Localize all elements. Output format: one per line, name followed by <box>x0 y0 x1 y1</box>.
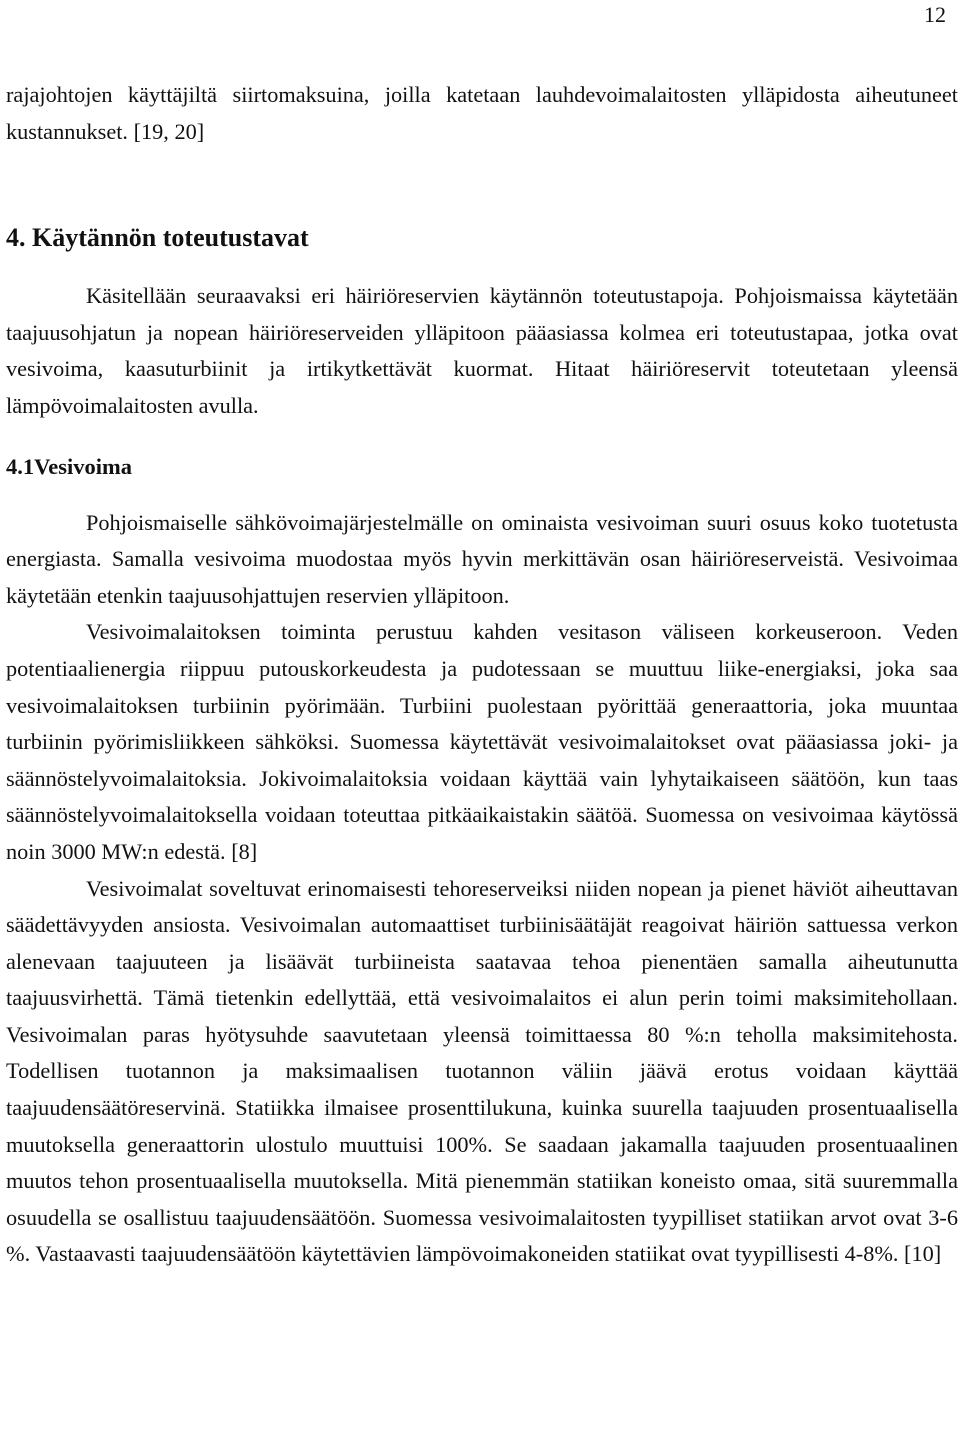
section-paragraph: Käsitellään seuraavaksi eri häiriöreservien käytännön toteutustapoja. Pohjoismaissa käytetään taajuusohjatun ja nopean häiriöreserveiden ylläpitoon pääasiassa kolmea eri toteutustapaa, jotka ovat vesivoima, kaasuturbiinit ja irtikytkettävät kuormat. Hitaat häiriöreservit toteutetaan yleensä lämpövoimalaitosten avulla. <box>6 283 958 418</box>
paragraph-hydropower-reserves: Vesivoimalat soveltuvat erinomaisesti tehoreserveiksi niiden nopean ja pienet häviöt aiheuttavan säädettävyyden ansiosta. Vesivoimalan automaattiset turbiinisäätäjät reagoivat häiriön sattuessa verkon alenevaan taajuuteen ja lisäävät turbiineista saatavaa tehoa pienentäen samalla aiheutunutta taajuusvirhettä. Tämä tietenkin edellyttää, että vesivoimalaitos ei alun perin toimi maksimitehollaan. Vesivoimalan paras hyötysuhde saavutetaan yleensä toimittaessa 80 %:n teholla maksimitehosta. Todellisen tuotannon ja maksimaalisen tuotannon väliin jäävä erotus voidaan käyttää taajuudensäätöreservinä. Statiikka ilmaisee prosenttilukuna, kuinka suurella taajuuden prosentuaalisella muutoksella generaattorin ulostulo muuttuisi 100%. Se saadaan jakamalla taajuuden prosentuaalinen muutos tehon prosentuaalisella muutoksella. Mitä pienemmän statiikan koneisto omaa, sitä suuremmalla osuudella se osallistuu taajuudensäätöön. Suomessa vesivoimalaitosten tyypilliset statiikan arvot ovat 3-6 %. Vastaavasti taajuudensäätöön käytettävien lämpövoimakoneiden statiikat ovat tyypillisesti 4-8%. [10] <box>6 875 958 1267</box>
page-number: 12 <box>924 2 946 27</box>
page-content <box>6 77 958 1273</box>
subsection-heading: 4.1Vesivoima <box>6 453 133 479</box>
section-heading: 4. Käytännön toteutustavat <box>6 223 309 253</box>
paragraph-hydropower-share: Pohjoismaiselle sähkövoimajärjestelmälle on ominaista vesivoiman suuri osuus koko tuotetusta energiasta. Samalla vesivoima muodostaa myös hyvin merkittävän osan häiriöreserveistä. Vesivoimaa käytetään etenkin taajuusohjattujen reservien ylläpitoon. <box>6 509 958 608</box>
paragraph-hydropower-operation: Vesivoimalaitoksen toiminta perustuu kahden vesitason väliseen korkeuseroon. Veden potentiaalienergia riippuu putouskorkeudesta ja pudotessaan se muuttuu liike-energiaksi, joka saa vesivoimalaitoksen turbiinin pyörimään. Turbiini puolestaan pyörittää generaattoria, joka muuntaa turbiinin pyörimisliikkeen sähköksi. Suomessa käytettävät vesivoimalaitokset ovat pääasiassa joki- ja säännöstelyvoimalaitoksia. Jokivoimalaitoksia voidaan käyttää vain lyhytaikaiseen säätöön, kun taas säännöstelyvoimalaitoksella voidaan toteuttaa pitkäaikaistakin säätöä. Suomessa on vesivoimaa käytössä noin 3000 MW:n edestä. [8] <box>6 619 958 864</box>
intro-paragraph: rajajohtojen käyttäjiltä siirtomaksuina, joilla katetaan lauhdevoimalaitosten ylläpidosta aiheutuneet kustannukset. [19, 20] <box>6 82 958 144</box>
